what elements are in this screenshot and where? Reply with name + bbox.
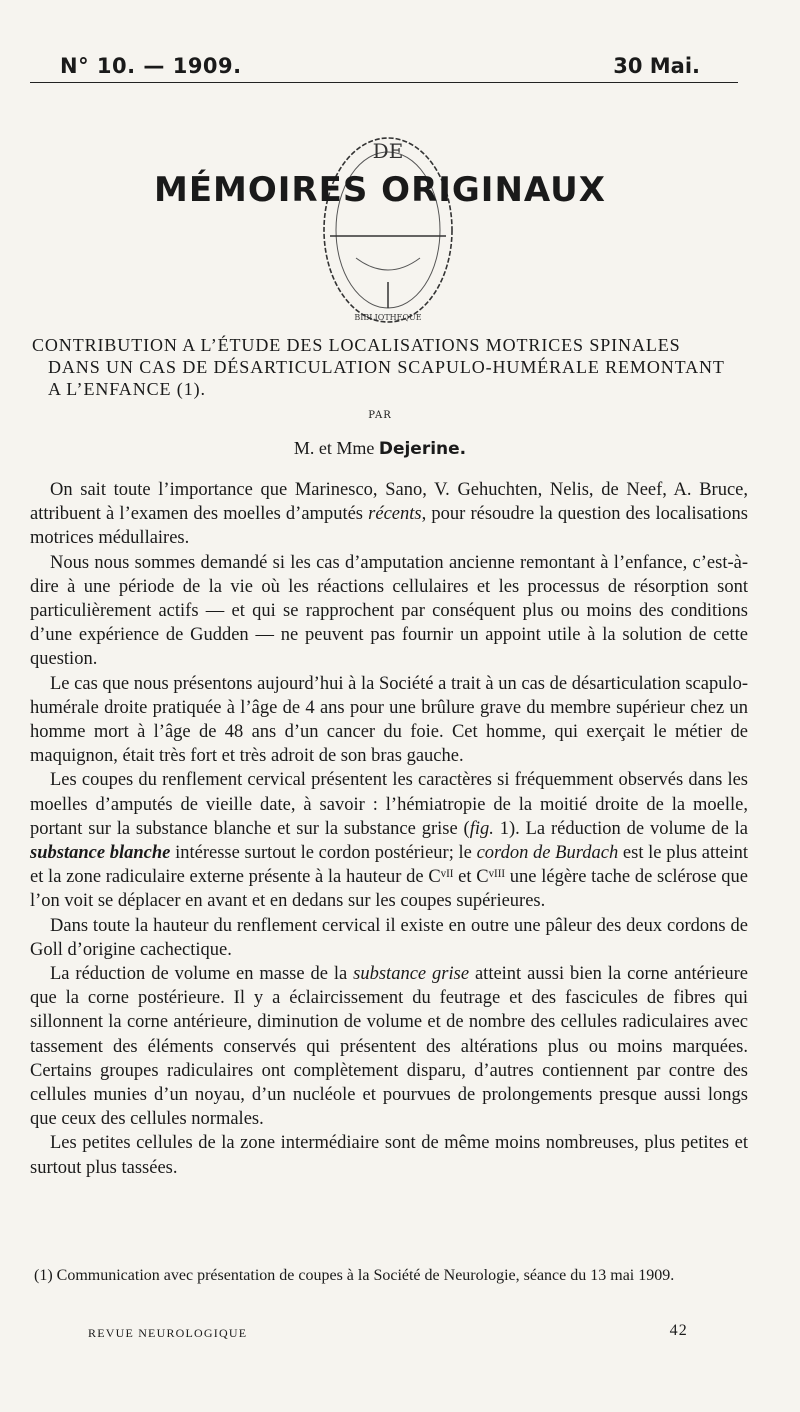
article-title-line: DANS UN CAS DE DÉSARTICULATION SCAPULO-HUMÉRALE REMONTANT: [48, 357, 725, 377]
text-run: substance blanche: [30, 843, 171, 864]
text-run: atteint aussi bien la corne antérieure que la corne postérieure. Il y a éclaircissement du feutrage et des fascicules de fibres qui sillonnent la corne antérieure, diminution de volume et de nombre des cellules radiculaires avec tassement des éléments conservés qui présentent des altérations plus ou moins marquées. Certains groupes radiculaires ont complètement disparu, d’autres contiennent par contre des cellules munies d’un noyau, d’un nucléole et pourvues de prolongements presque aussi longs que ceux des cellules normales.: [30, 964, 749, 1130]
article-title: [32, 334, 748, 400]
page-number: 42: [669, 1322, 688, 1339]
header-rule: [30, 82, 738, 83]
text-run: On sait toute l’importance que Marinesco, Sano, V. Gehuchten, Nelis, de Neef, A. Bruce, attribuent à l’examen des moelles d’amputés: [30, 480, 748, 525]
article-title-line: CONTRIBUTION A L’ÉTUDE DES LOCALISATIONS MOTRICES SPINALES: [32, 335, 681, 355]
body-paragraph: [30, 768, 748, 913]
page-header: [60, 50, 710, 84]
body-paragraph: [30, 478, 748, 551]
article-body: [30, 478, 748, 1180]
authors: [0, 438, 760, 459]
article-title-line: A L’ENFANCE (1).: [48, 379, 206, 399]
page-footer: [88, 1322, 698, 1341]
text-run: Les coupes du renflement cervical présentent les caractères si fréquemment observés dans les moelles d’amputés de vieille date, à savoir : l’hémiatropie de la moitié droite de la moelle, portant sur la substance blanche et sur la substance grise (: [30, 770, 748, 839]
text-run: récents: [368, 504, 422, 525]
by-line: PAR: [368, 410, 392, 421]
text-run: Dans toute la hauteur du renflement cervical il existe en outre une pâleur des deux cordons de Goll d’origine cachectique.: [30, 915, 748, 960]
section-title: MÉMOIRES ORIGINAUX: [153, 170, 606, 210]
text-run: Le cas que nous présentons aujourd’hui à la Société a trait à un cas de désarticulation scapulo-humérale droite pratiquée à l’âge de 4 ans pour une brûlure grave du membre supérieur chez un homme mort à l’âge de 48 ans d’un cancer du foie. Cet homme, qui exerçait le métier de maquignon, était très fort et très adroit de son bras gauche.: [30, 673, 748, 767]
body-paragraph: [30, 914, 748, 962]
author-name: Dejerine.: [378, 439, 467, 459]
text-run: est le plus atteint et la zone radiculaire externe présente à la hauteur de Cᵛᴵᴵ et Cᵛᴵᴵᴵ une légère tache de sclérose que l’on voit se déplacer en avant et en dedans sur les coupes supérieures.: [30, 843, 748, 912]
issue-number: N° 10. — 1909.: [60, 54, 242, 78]
footnote-text: (1) Communication avec présentation de coupes à la Société de Neurologie, séance du 13 mai 1909.: [34, 1267, 675, 1284]
text-run: Les petites cellules de la zone intermédiaire sont de même moins nombreuses, plus petites et surtout plus tassées.: [30, 1133, 748, 1178]
text-run: cordon de Burdach: [476, 843, 619, 864]
library-stamp: [316, 132, 460, 328]
text-run: , pour résoudre la question des localisations motrices médullaires.: [30, 504, 748, 549]
issue-date: 30 Mai.: [613, 54, 700, 78]
text-run: fig.: [469, 818, 494, 839]
journal-name: REVUE NEUROLOGIQUE: [88, 1326, 248, 1340]
text-run: substance grise: [353, 964, 470, 985]
footnote: [34, 1266, 750, 1285]
text-run: Nous nous sommes demandé si les cas d’amputation ancienne remontant à l’enfance, c’est-à-dire à une période de la vie où les réactions cellulaires et les processus de résorption sont particulièrement actifs — et qui se rapprochent par conséquent plus ou moins des conditions d’une expérience de Gudden — ne peuvent pas fournir un appoint utile à la solution de cette question.: [30, 552, 748, 670]
text-run: La réduction de volume en masse de la: [50, 964, 354, 985]
text-run: intéresse surtout le cordon postérieur; le: [170, 843, 477, 864]
body-paragraph: [30, 551, 748, 672]
body-paragraph: [30, 962, 748, 1131]
stamp-top-text: DE: [372, 139, 404, 163]
body-paragraph: [30, 672, 748, 769]
body-paragraph: [30, 1131, 748, 1179]
stamp-bottom-text: BIBLIOTHEQUE: [354, 313, 422, 322]
authors-prefix: M. et Mme: [293, 438, 375, 458]
text-run: 1). La réduction de volume de la: [493, 818, 748, 839]
